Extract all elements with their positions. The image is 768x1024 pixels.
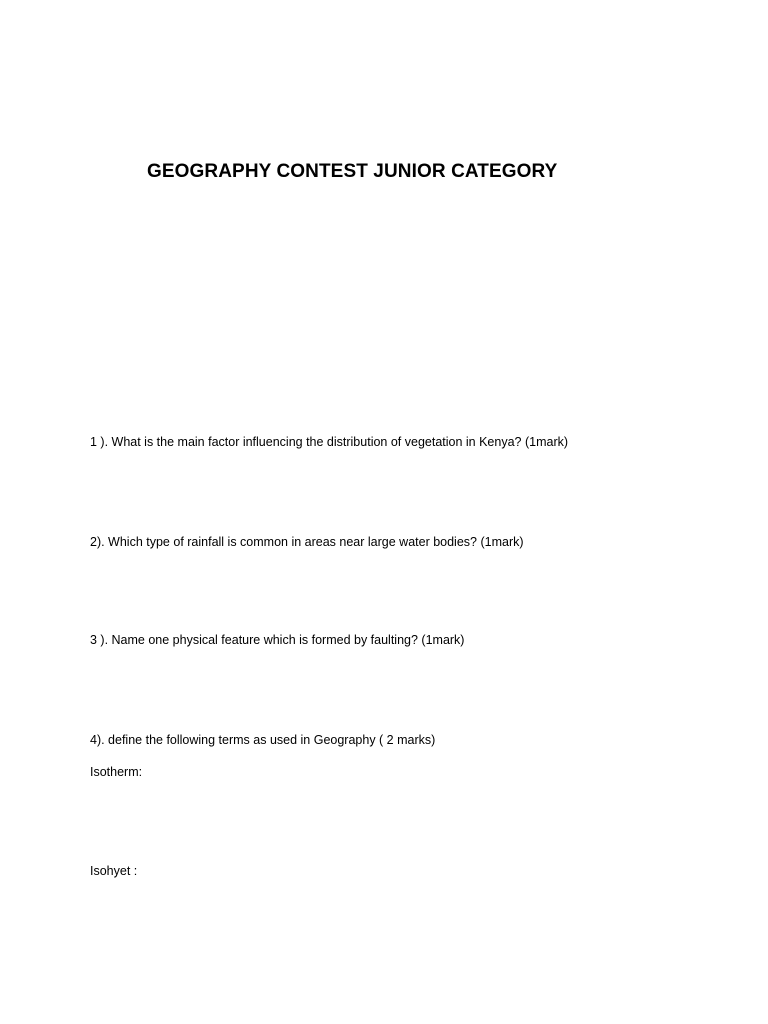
page-title: GEOGRAPHY CONTEST JUNIOR CATEGORY (147, 161, 558, 182)
term-isotherm: Isotherm: (90, 765, 143, 779)
question-2: 2). Which type of rainfall is common in areas near large water bodies? (1mark) (90, 535, 524, 549)
question-1: 1 ). What is the main factor influencing the distribution of vegetation in Kenya? (1mark) (90, 435, 569, 449)
question-3: 3 ). Name one physical feature which is formed by faulting? (1mark) (90, 633, 465, 647)
term-isohyet: Isohyet : (90, 864, 138, 878)
question-4: 4). define the following terms as used in Geography ( 2 marks) (90, 733, 436, 747)
